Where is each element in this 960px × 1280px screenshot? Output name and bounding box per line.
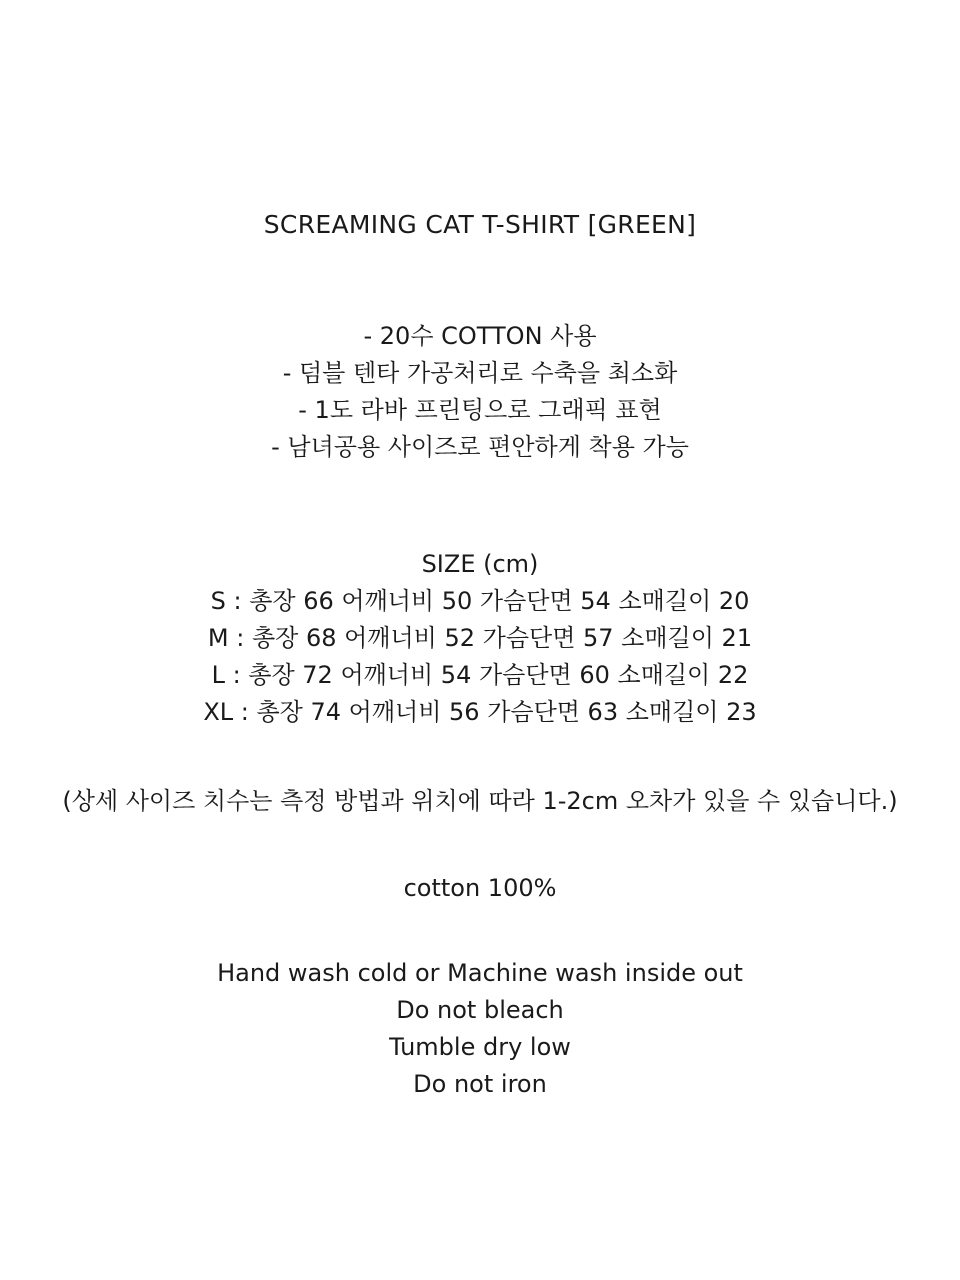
size-section [0, 546, 960, 731]
care-item: Do not iron [413, 1070, 547, 1098]
feature-item: - 덤블 텐타 가공처리로 수축을 최소화 [282, 359, 678, 387]
care-item: Hand wash cold or Machine wash inside out [217, 959, 743, 987]
feature-item: - 1도 라바 프린팅으로 그래픽 표현 [298, 396, 662, 424]
size-row-xl: XL : 총장 74 어깨너비 56 가슴단면 63 소매길이 23 [203, 698, 757, 726]
care-item: Tumble dry low [389, 1033, 571, 1061]
material-info [0, 870, 960, 907]
care-item: Do not bleach [396, 996, 564, 1024]
size-note [0, 783, 960, 820]
material-text: cotton 100% [403, 874, 557, 902]
size-row-m: M : 총장 68 어깨너비 52 가슴단면 57 소매길이 21 [207, 624, 753, 652]
features-list [0, 318, 960, 466]
page-title: SCREAMING CAT T-SHIRT [GREEN] [263, 210, 697, 239]
size-note-text: (상세 사이즈 치수는 측정 방법과 위치에 따라 1-2cm 오차가 있을 수 있습니다.) [62, 787, 898, 815]
feature-item: - 남녀공용 사이즈로 편안하게 착용 가능 [271, 433, 689, 461]
care-instructions [0, 955, 960, 1103]
size-row-l: L : 총장 72 어깨너비 54 가슴단면 60 소매길이 22 [211, 661, 749, 689]
size-heading: SIZE (cm) [421, 550, 539, 578]
feature-item: - 20수 COTTON 사용 [363, 322, 597, 350]
size-row-s: S : 총장 66 어깨너비 50 가슴단면 54 소매길이 20 [210, 587, 750, 615]
